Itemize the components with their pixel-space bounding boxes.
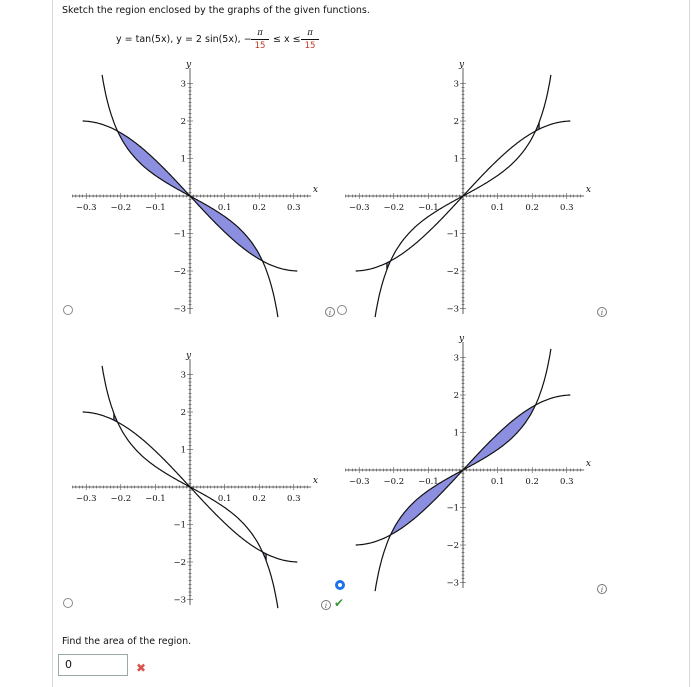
y-tick-label: 1 xyxy=(180,154,186,165)
x-tick-label: −0.3 xyxy=(75,203,97,213)
x-tick-label: 0.3 xyxy=(287,203,301,213)
graph-top-right xyxy=(345,60,591,317)
question-prompt: Sketch the region enclosed by the graphs of the given functions. xyxy=(62,5,370,16)
graph-top-left xyxy=(72,60,318,317)
info-icon[interactable]: i xyxy=(597,307,607,317)
x-tick-label: −0.1 xyxy=(145,203,166,213)
y-tick-label: 2 xyxy=(180,408,186,418)
info-icon[interactable]: i xyxy=(597,584,607,594)
option-radio-bottom-right[interactable] xyxy=(335,580,345,590)
option-radio-top-right[interactable] xyxy=(337,305,347,315)
lower-bound-pi: π xyxy=(257,28,263,38)
x-tick-label: −0.2 xyxy=(383,203,405,213)
upper-bound-denominator: 15 xyxy=(304,41,316,51)
y-tick-label: −2 xyxy=(446,541,459,551)
x-tick-label: −0.3 xyxy=(348,203,370,213)
shaded-region xyxy=(463,405,536,470)
y-tick-label: 1 xyxy=(180,445,186,456)
y-tick-label: 3 xyxy=(180,370,186,381)
x-tick-label: −0.1 xyxy=(145,494,166,504)
x-tick-label: −0.2 xyxy=(110,494,132,504)
bound-inequality: ≤ x ≤ xyxy=(273,34,301,45)
equation-functions: y = tan(5x), y = 2 sin(5x), − xyxy=(116,34,252,45)
y-tick-label: −1 xyxy=(446,229,459,240)
y-axis-label: y xyxy=(459,334,465,344)
x-tick-label: 0.2 xyxy=(525,477,539,487)
y-tick-label: 1 xyxy=(453,428,459,439)
area-answer-input[interactable]: 0 xyxy=(58,654,128,676)
y-tick-label: 2 xyxy=(453,391,459,401)
x-tick-label: 0.2 xyxy=(525,203,539,213)
x-axis-label: x xyxy=(585,459,591,469)
y-tick-label: −1 xyxy=(173,520,186,531)
y-axis-label: y xyxy=(186,351,192,361)
x-tick-label: 0.3 xyxy=(287,494,301,504)
x-axis-label: x xyxy=(312,476,318,486)
x-tick-label: 0.3 xyxy=(560,477,574,487)
y-tick-label: −2 xyxy=(173,558,186,568)
shaded-region xyxy=(118,131,191,196)
incorrect-x-icon: ✖ xyxy=(136,661,147,675)
y-tick-label: −1 xyxy=(446,503,459,514)
info-icon[interactable]: i xyxy=(325,307,335,317)
y-tick-label: −3 xyxy=(173,595,186,606)
x-tick-label: −0.3 xyxy=(348,477,370,487)
y-tick-label: −2 xyxy=(446,267,459,277)
x-axis-label: x xyxy=(585,185,591,195)
area-prompt: Find the area of the region. xyxy=(62,636,192,647)
x-tick-label: 0.1 xyxy=(490,203,505,213)
y-tick-label: 2 xyxy=(180,117,186,127)
option-radio-bottom-left[interactable] xyxy=(63,598,73,608)
y-tick-label: 2 xyxy=(453,117,459,127)
option-radio-top-left[interactable] xyxy=(63,305,73,315)
x-tick-label: 0.1 xyxy=(490,477,505,487)
y-tick-label: 3 xyxy=(180,79,186,90)
x-tick-label: −0.2 xyxy=(383,477,405,487)
x-tick-label: 0.2 xyxy=(252,203,266,213)
x-axis-label: x xyxy=(312,185,318,195)
y-tick-label: −3 xyxy=(446,304,459,315)
x-tick-label: −0.3 xyxy=(75,494,97,504)
x-tick-label: −0.1 xyxy=(418,477,439,487)
y-tick-label: −2 xyxy=(173,267,186,277)
y-tick-label: 3 xyxy=(453,353,459,364)
x-tick-label: 0.2 xyxy=(252,494,266,504)
y-tick-label: −1 xyxy=(173,229,186,240)
y-axis-label: y xyxy=(459,60,465,70)
graph-bottom-left xyxy=(72,351,318,608)
x-tick-label: −0.1 xyxy=(418,203,439,213)
info-icon[interactable]: i xyxy=(321,600,331,610)
x-tick-label: −0.2 xyxy=(110,203,132,213)
y-axis-label: y xyxy=(186,60,192,70)
x-tick-label: 0.3 xyxy=(560,203,574,213)
y-tick-label: 1 xyxy=(453,154,459,165)
correct-check-icon: ✔ xyxy=(334,596,345,610)
x-tick-label: 0.1 xyxy=(217,203,232,213)
y-tick-label: −3 xyxy=(446,578,459,589)
y-tick-label: −3 xyxy=(173,304,186,315)
upper-bound-pi: π xyxy=(307,28,313,38)
lower-bound-denominator: 15 xyxy=(254,41,266,51)
x-tick-label: 0.1 xyxy=(217,494,232,504)
graph-bottom-right xyxy=(345,334,591,591)
y-tick-label: 3 xyxy=(453,79,459,90)
